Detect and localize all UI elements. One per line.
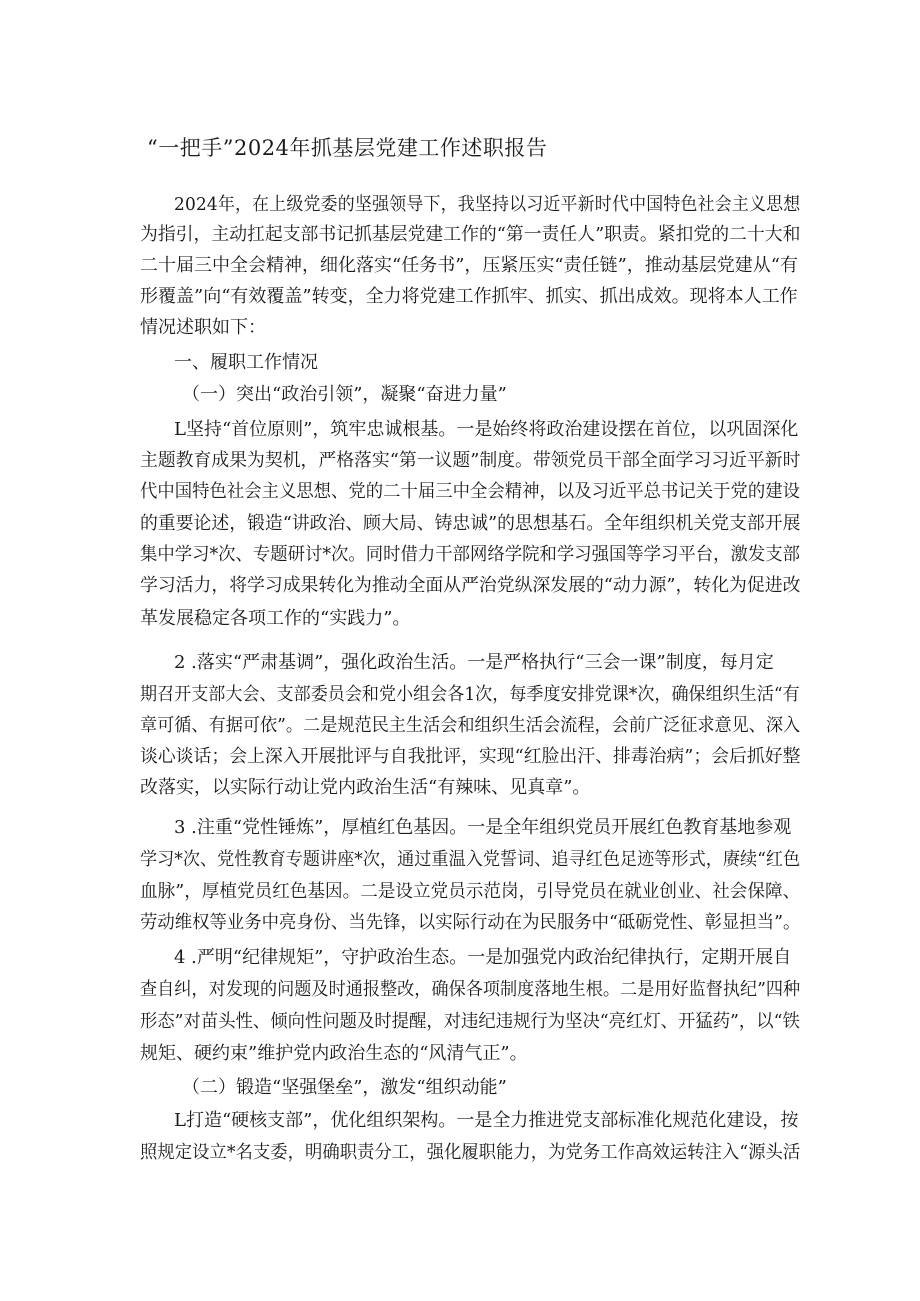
subsection-heading: （二）锻造“坚强堡垒”，激发“组织动能” [182, 1077, 507, 1098]
paragraph-line: 改落实，以实际行动让党内政治生活“有辣味、见真章”。 [140, 777, 591, 798]
paragraph-line: L坚持“首位原则”，筑牢忠诚根基。一是始终将政治建设摆在首位，以巩固深化 [174, 419, 799, 440]
paragraph-line: 情况述职如下： [140, 317, 266, 338]
document-title: “一把手”2024年抓基层党建工作述职报告 [147, 136, 548, 160]
paragraph-line: 主题教育成果为契机，严格落实“第一议题”制度。带领党员干部全面学习习近平新时 [140, 450, 801, 471]
paragraph-line: 4 .严明“纪律规矩”，守护政治生态。一是加强党内政治纪律执行，定期开展自 [174, 947, 792, 968]
paragraph-line: L打造“硬核支部”，优化组织架构。一是全力推进党支部标准化规范化建设，按 [174, 1110, 799, 1131]
paragraph-line: 二十届三中全会精神，细化落实“任务书”，压紧压实“责任链”，推动基层党建从“有 [140, 255, 799, 276]
paragraph-line: 期召开支部大会、支部委员会和党小组会各1次，每季度安排党课*次，确保组织生活“有 [140, 684, 800, 705]
paragraph-line: 2 .落实“严肃基调”，强化政治生活。一是严格执行“三会一课”制度，每月定 [174, 652, 774, 673]
paragraph-line: 劳动维权等业务中亮身份、当先锋，以实际行动在为民服务中“砥砺党性、彰显担当”。 [140, 912, 801, 933]
subsection-heading: （一）突出“政治引领”，凝聚“奋进力量” [182, 384, 507, 405]
paragraph-line: 学习活力，将学习成果转化为推动全面从严治党纵深发展的“动力源”，转化为促进改 [140, 575, 801, 596]
paragraph-line: 规矩、硬约束”维护党内政治生态的“风清气正”。 [140, 1043, 528, 1064]
paragraph-line: 2024年，在上级党委的坚强领导下，我坚持以习近平新时代中国特色社会主义思想 [174, 194, 801, 215]
paragraph-line: 查自纠，对发现的问题及时通报整改，确保各项制度落地生根。二是用好监督执纪”四种 [140, 979, 801, 1000]
paragraph-line: 为指引，主动扛起支部书记抓基层党建工作的“第一责任人”职责。紧扣党的二十大和 [140, 224, 801, 245]
paragraph-line: 代中国特色社会主义思想、党的二十届三中全会精神，以及习近平总书记关于党的建设 [140, 481, 800, 502]
paragraph-line: 形覆盖”向“有效覆盖”转变，全力将党建工作抓牢、抓实、抓出成效。现将本人工作 [140, 286, 798, 307]
paragraph-line: 的重要论述，锻造“讲政治、顾大局、铸忠诚”的思想基石。全年组织机关党支部开展 [140, 513, 801, 534]
paragraph-line: 谈心谈话；会上深入开展批评与自我批评，实现“红脸出汗、排毒治病”；会后抓好整 [140, 746, 801, 767]
paragraph-line: 学习*次、党性教育专题讲座*次，通过重温入党誓词、追寻红色足迹等形式，赓续“红色 [140, 849, 801, 870]
paragraph-line: 血脉”，厚植党员红色基因。二是设立党员示范岗，引导党员在就业创业、社会保障、 [140, 881, 801, 902]
section-heading: 一、履职工作情况 [174, 352, 318, 373]
paragraph-line: 3 .注重“党性锤炼”，厚植红色基因。一是全年组织党员开展红色教育基地参观 [174, 817, 792, 838]
paragraph-line: 章可循、有据可依”。二是规范民主生活会和组织生活会流程，会前广泛征求意见、深入 [140, 715, 801, 736]
paragraph-line: 革发展稳定各项工作的“实践力”。 [140, 608, 411, 629]
paragraph-line: 照规定设立*名支委，明确职责分工，强化履职能力，为党务工作高效运转注入“源头活 [140, 1142, 801, 1163]
paragraph-line: 形态”对苗头性、倾向性问题及时提醒，对违纪违规行为坚决“亮红灯、开猛药”，以“铁 [140, 1011, 800, 1032]
paragraph-line: 集中学习*次、专题研讨*次。同时借力干部网络学院和学习强国等学习平台，激发支部 [140, 544, 800, 565]
